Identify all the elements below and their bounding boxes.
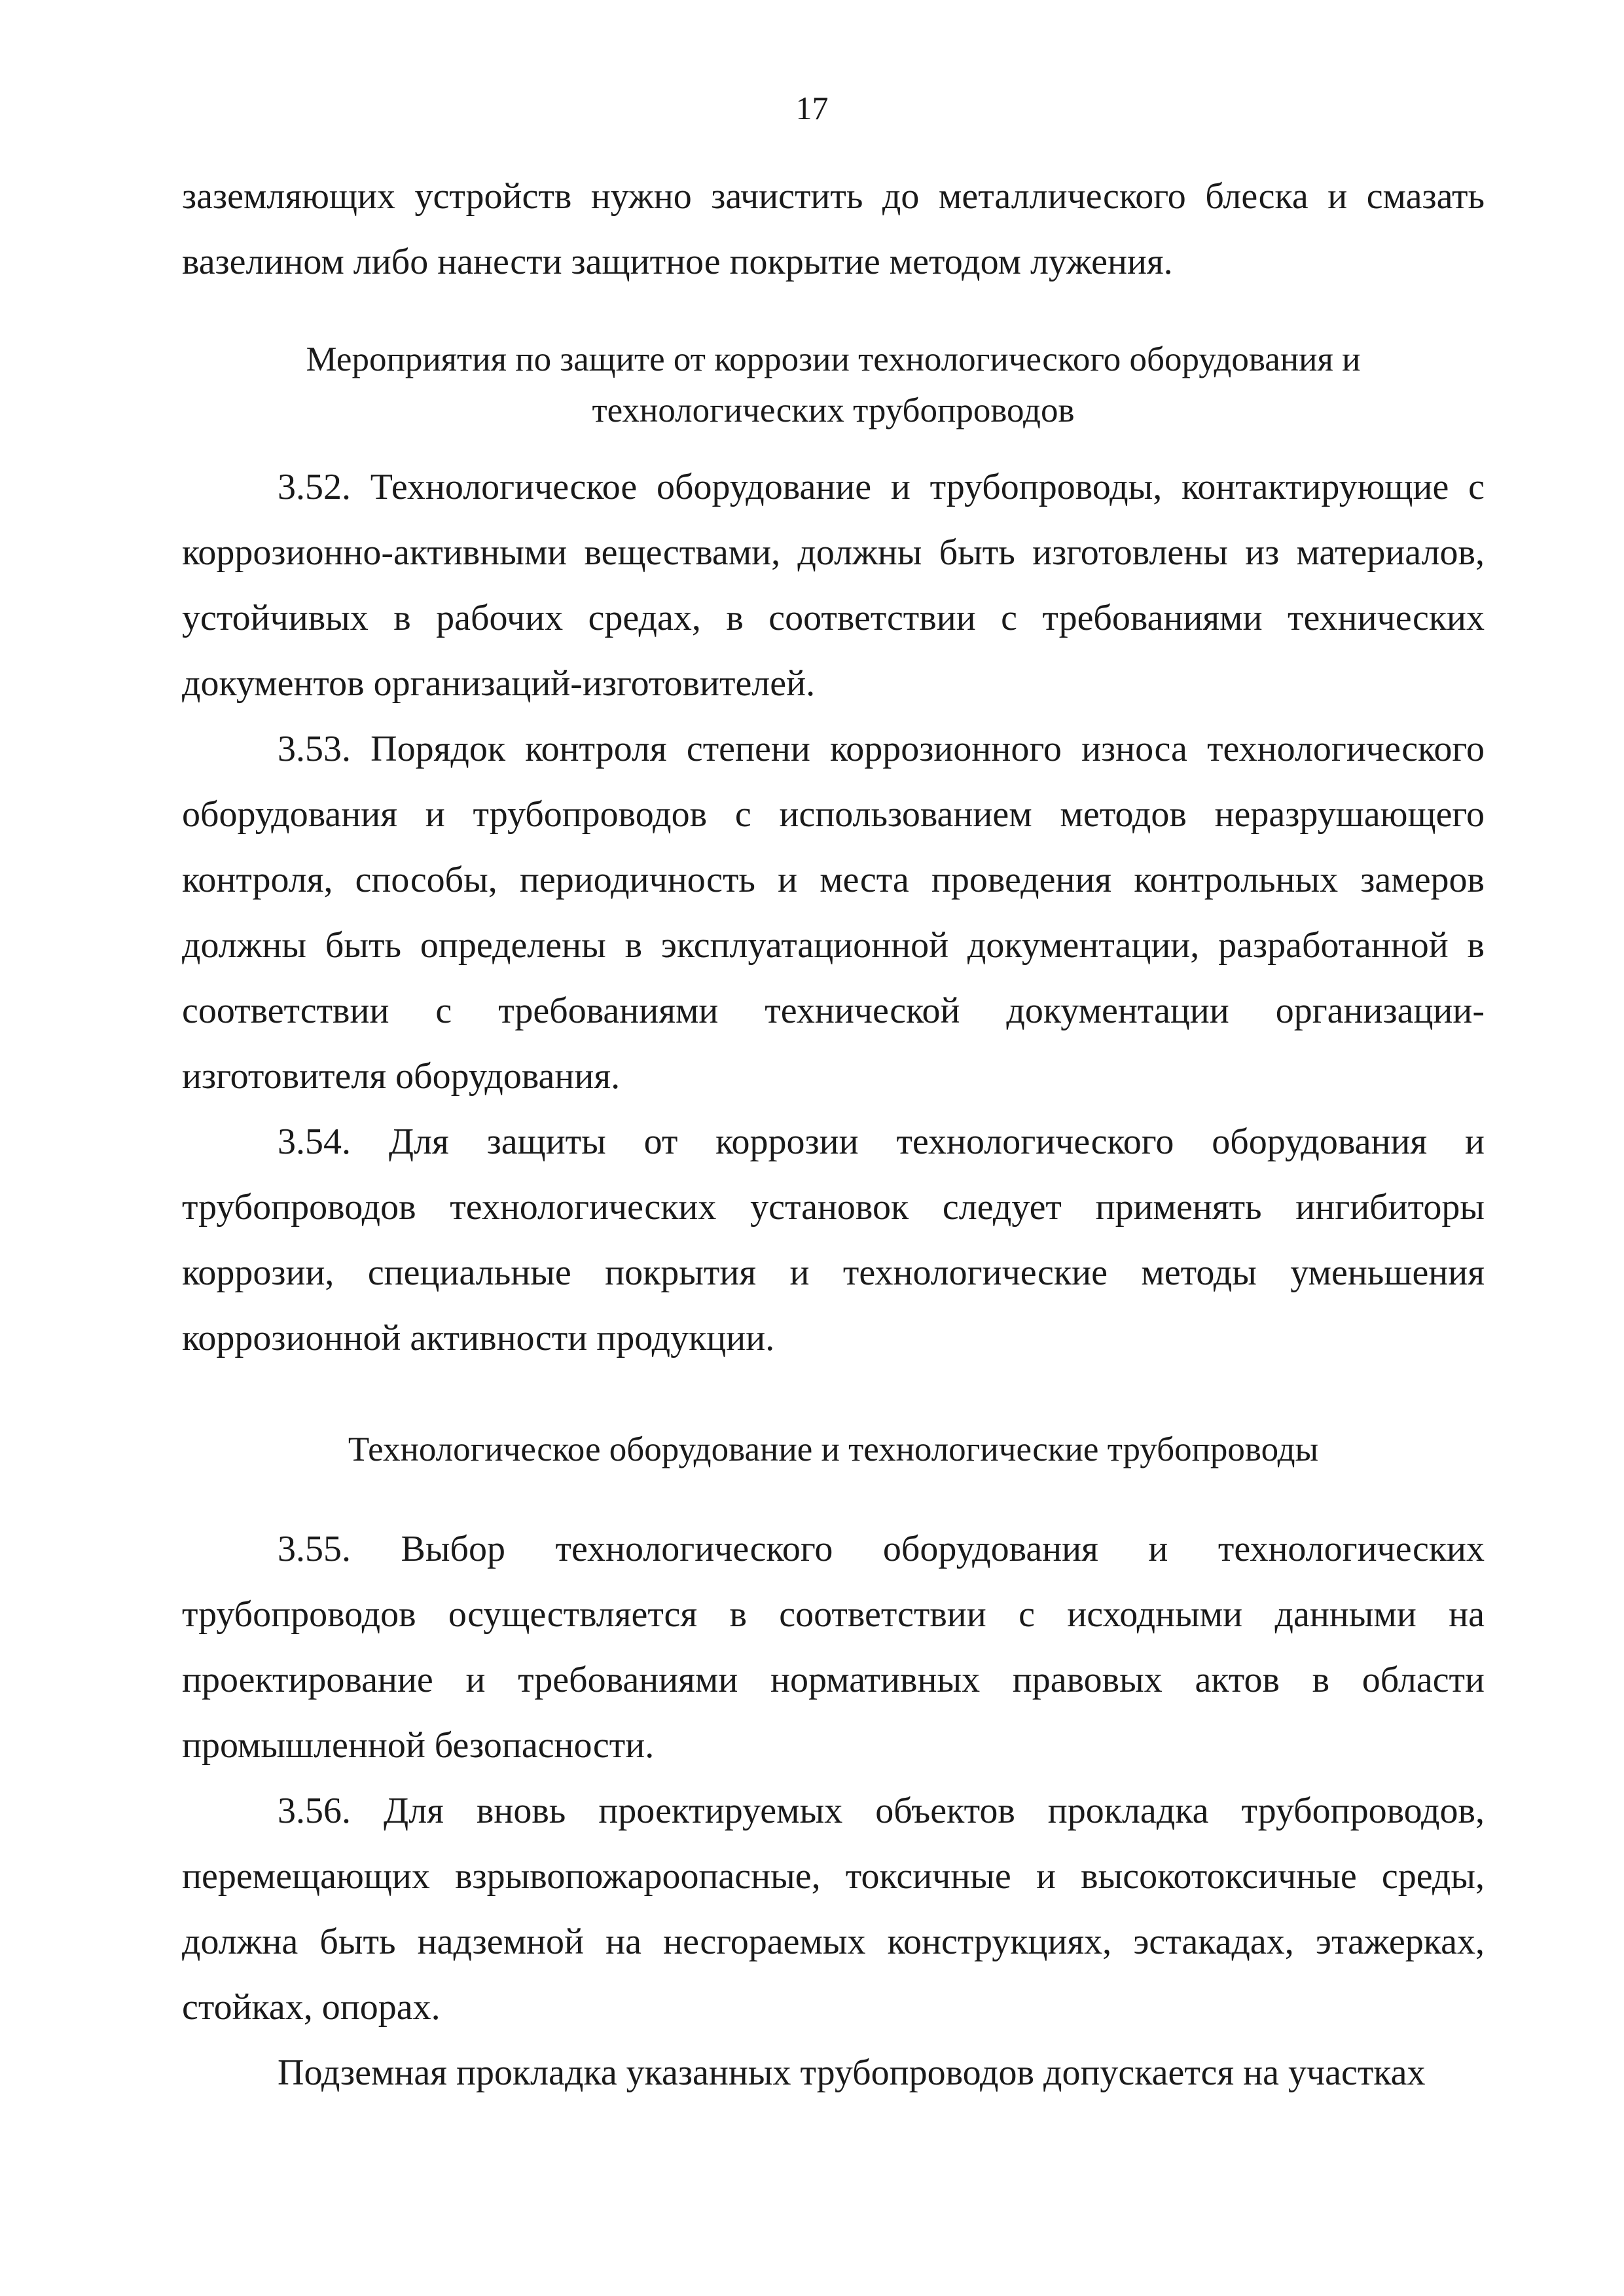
document-body <box>182 164 1485 2105</box>
paragraph-3-55: 3.55. Выбор технологического оборудования и технологических трубопроводов осуществляется в соответствии с исходными данными на проектирование и требованиями нормативных правовых актов в области промышленной безопасности. <box>182 1529 1485 1766</box>
section-heading-corrosion <box>182 334 1485 436</box>
paragraph-3-56: 3.56. Для вновь проектируемых объектов прокладка трубопроводов, перемещающих взрывопожароопасные, токсичные и высокотоксичные среды, должна быть надземной на несгораемых конструкциях, эстакадах, этажерках, стойках, опорах. <box>182 1791 1485 2028</box>
section-heading-equipment: Технологическое оборудование и технологические трубопроводы <box>348 1430 1319 1468</box>
section-heading-line-1: Мероприятия по защите от коррозии технологического оборудования и <box>306 340 1361 378</box>
continued-paragraph: заземляющих устройств нужно зачистить до металлического блеска и смазать вазелином либо нанести защитное покрытие методом лужения. <box>182 176 1485 282</box>
section-heading-line-2: технологических трубопроводов <box>592 392 1075 429</box>
page-number: 17 <box>795 90 829 126</box>
paragraph-3-53: 3.53. Порядок контроля степени коррозионного износа технологического оборудования и трубопроводов с использованием методов неразрушающего контроля, способы, периодичность и места проведения контрольных замеров должны быть определены в эксплуатационной документации, разработанной в соответствии с требованиями технической документации организации-изготовителя оборудования. <box>182 729 1485 1097</box>
paragraph-3-52: 3.52. Технологическое оборудование и трубопроводы, контактирующие с коррозионно-активными веществами, должны быть изготовлены из материалов, устойчивых в рабочих средах, в соответствии с требованиями технических документов организаций-изготовителей. <box>182 467 1485 704</box>
paragraph-underground: Подземная прокладка указанных трубопроводов допускается на участках <box>278 2052 1426 2093</box>
paragraph-3-54: 3.54. Для защиты от коррозии технологического оборудования и трубопроводов технологических установок следует применять ингибиторы коррозии, специальные покрытия и технологические методы уменьшения коррозионной активности продукции. <box>182 1121 1485 1358</box>
